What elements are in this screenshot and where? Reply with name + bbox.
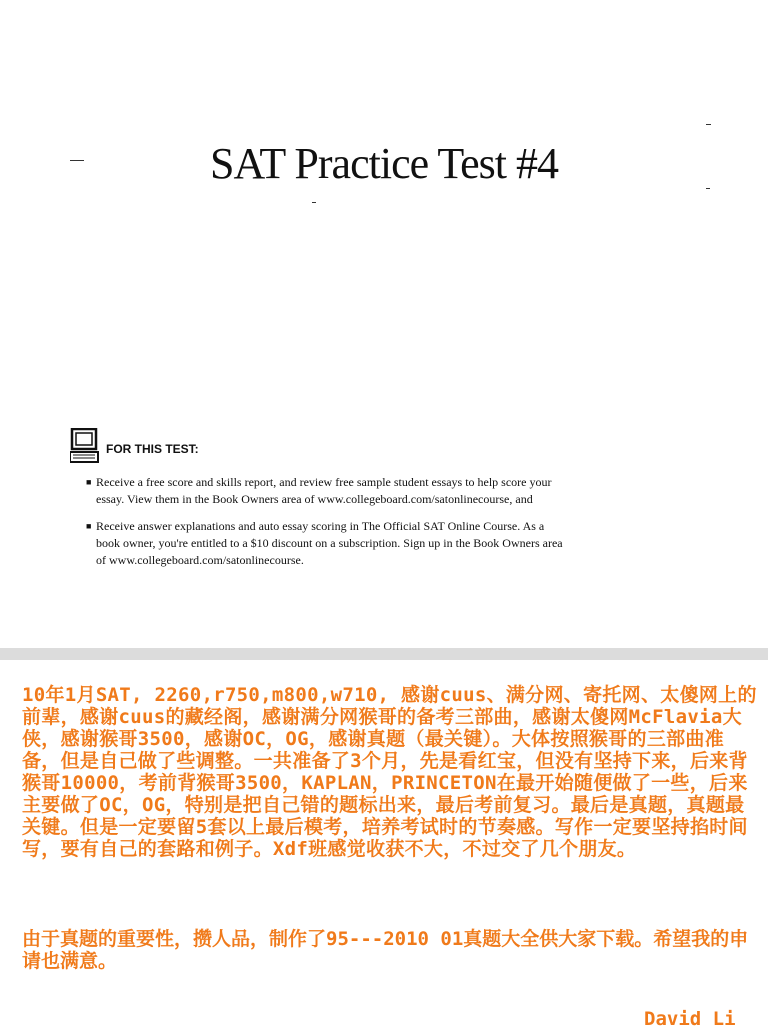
note-paragraph-1: 10年1月SAT, 2260,r750,m800,w710, 感谢cuus、满分网、寄托网、太傻网上的前辈，感谢cuus的藏经阁，感谢满分网猴哥的备考三部曲，感谢太傻网McFlavia大侠，感谢猴哥3500，感谢OC，OG，感谢真题（最关键）。大体按照猴哥的三部曲准备，但是自己做了些调整。一共准备了3个月，先是看红宝，但没有坚持下来，后来背猴哥10000，考前背猴哥3500，KAPLAN，PRINCETON在最开始随便做了一些，后来主要做了OC，OG，特别是把自己错的题标出来，最后考前复习。最后是真题，真题最关键。但是一定要留5套以上最后模考，培养考试时的节奏感。写作一定要坚持掐时间写，要有自己的套路和例子。Xdf班感觉收获不大，不过交了几个朋友。 bbox=[22, 684, 757, 860]
page-separator bbox=[0, 648, 768, 660]
scan-mark bbox=[706, 124, 711, 125]
computer-icon bbox=[70, 428, 100, 464]
scan-mark bbox=[312, 202, 316, 203]
bullet-icon: ■ bbox=[86, 521, 92, 531]
bullet-text: Receive answer explanations and auto essay scoring in The Official SAT Online Course. As a book owner, you're entitled to a $10 discount on a subscription. Sign up in the Book Owners area of www.collegeboard.com/satonlinecourse. bbox=[96, 519, 563, 567]
list-item bbox=[86, 474, 566, 508]
bullet-text: Receive a free score and skills report, and review free sample student essays to help score your essay. View them in the Book Owners area of www.collegeboard.com/satonlinecourse, and bbox=[96, 475, 552, 506]
signature: David Li bbox=[644, 1008, 736, 1030]
bullet-icon: ■ bbox=[86, 477, 92, 487]
test-box-heading: FOR THIS TEST: bbox=[106, 442, 199, 456]
note-paragraph-2: 由于真题的重要性，攒人品，制作了95---2010 01真题大全供大家下载。希望我的申请也满意。 bbox=[22, 928, 749, 972]
list-item bbox=[86, 518, 566, 569]
page-title: SAT Practice Test #4 bbox=[209, 139, 559, 188]
bullet-list bbox=[86, 474, 566, 579]
